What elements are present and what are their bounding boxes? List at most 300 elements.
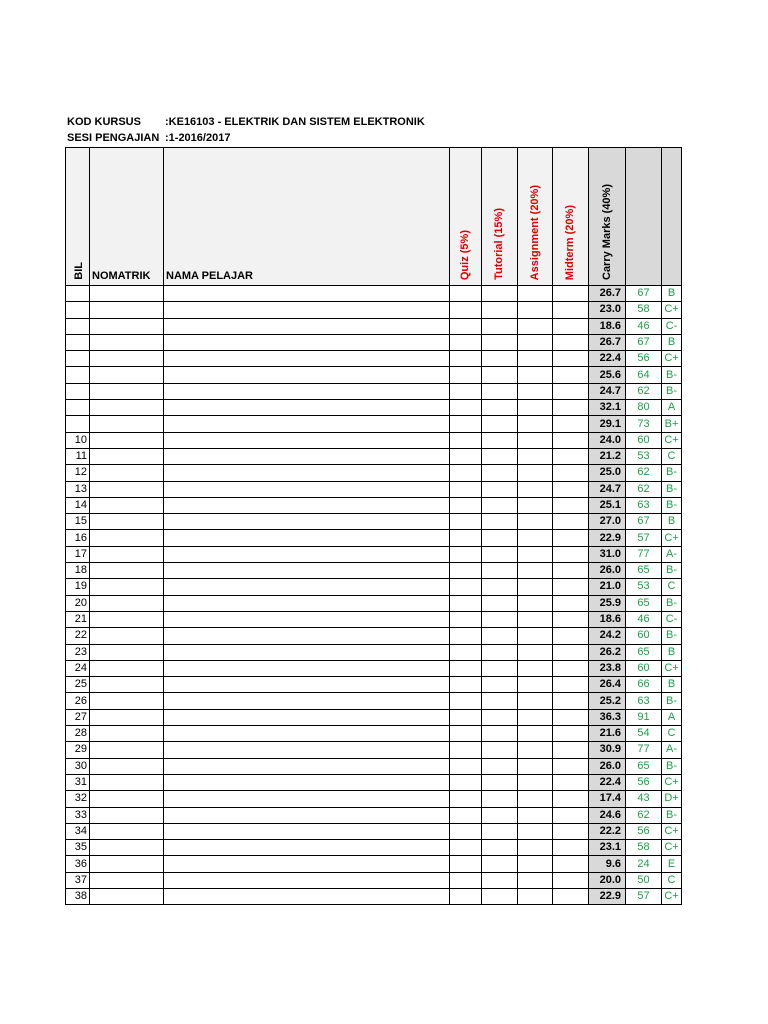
cell-quiz [450,497,482,513]
cell-midterm [553,611,589,627]
cell-midterm [553,856,589,872]
cell-grade: B [662,677,682,693]
cell-percent: 56 [626,774,662,790]
cell-grade: A- [662,546,682,562]
cell-midterm [553,302,589,318]
cell-carry-marks: 22.9 [589,530,626,546]
cell-nomatrik [90,302,164,318]
cell-bil: 14 [66,497,90,513]
cell-carry-marks: 26.7 [589,334,626,350]
col-bil: BIL [66,148,90,286]
header-row [66,148,682,286]
cell-midterm [553,693,589,709]
cell-assignment [518,579,553,595]
cell-carry-marks: 25.2 [589,693,626,709]
cell-percent: 66 [626,677,662,693]
col-nama-pelajar: NAMA PELAJAR [164,148,450,286]
cell-midterm [553,514,589,530]
table-row [66,465,682,481]
cell-bil [66,383,90,399]
cell-grade: B- [662,465,682,481]
cell-bil [66,334,90,350]
cell-percent: 50 [626,872,662,888]
table-row [66,774,682,790]
cell-percent: 53 [626,579,662,595]
cell-tutorial [482,611,518,627]
cell-nama [164,367,450,383]
cell-tutorial [482,693,518,709]
cell-nomatrik [90,872,164,888]
table-row [66,758,682,774]
cell-tutorial [482,448,518,464]
cell-tutorial [482,840,518,856]
cell-carry-marks: 29.1 [589,416,626,432]
cell-nama [164,351,450,367]
cell-tutorial [482,709,518,725]
cell-midterm [553,807,589,823]
cell-assignment [518,872,553,888]
table-row [66,432,682,448]
cell-nomatrik [90,579,164,595]
cell-nama [164,888,450,904]
cell-bil: 26 [66,693,90,709]
cell-percent: 67 [626,334,662,350]
col-grade [662,148,682,286]
cell-percent: 77 [626,546,662,562]
cell-quiz [450,334,482,350]
cell-grade: B- [662,481,682,497]
table-row [66,563,682,579]
cell-assignment [518,400,553,416]
cell-bil: 28 [66,726,90,742]
cell-nama [164,432,450,448]
cell-carry-marks: 26.0 [589,563,626,579]
cell-nomatrik [90,660,164,676]
cell-tutorial [482,546,518,562]
cell-nomatrik [90,758,164,774]
table-row [66,856,682,872]
cell-nomatrik [90,807,164,823]
cell-bil: 37 [66,872,90,888]
cell-quiz [450,888,482,904]
cell-nomatrik [90,677,164,693]
cell-carry-marks: 23.8 [589,660,626,676]
cell-nomatrik [90,367,164,383]
cell-midterm [553,416,589,432]
cell-tutorial [482,383,518,399]
cell-percent: 58 [626,840,662,856]
cell-grade: B- [662,383,682,399]
cell-percent: 56 [626,823,662,839]
cell-percent: 65 [626,563,662,579]
cell-midterm [553,400,589,416]
cell-assignment [518,791,553,807]
cell-quiz [450,546,482,562]
cell-midterm [553,660,589,676]
cell-nama [164,742,450,758]
cell-bil: 35 [66,840,90,856]
cell-assignment [518,677,553,693]
cell-nama [164,302,450,318]
cell-assignment [518,497,553,513]
cell-assignment [518,840,553,856]
cell-carry-marks: 25.0 [589,465,626,481]
table-row [66,595,682,611]
cell-assignment [518,318,553,334]
cell-midterm [553,726,589,742]
cell-quiz [450,400,482,416]
cell-tutorial [482,351,518,367]
cell-bil: 31 [66,774,90,790]
cell-nama [164,318,450,334]
course-code-line [67,116,425,128]
cell-nomatrik [90,530,164,546]
cell-assignment [518,546,553,562]
cell-assignment [518,465,553,481]
cell-nama [164,514,450,530]
cell-nomatrik [90,742,164,758]
table-row [66,660,682,676]
table-row [66,546,682,562]
cell-grade: B [662,514,682,530]
cell-midterm [553,351,589,367]
cell-nama [164,286,450,302]
cell-nama [164,579,450,595]
cell-percent: 77 [626,742,662,758]
cell-bil [66,286,90,302]
cell-carry-marks: 9.6 [589,856,626,872]
cell-assignment [518,367,553,383]
cell-carry-marks: 24.0 [589,432,626,448]
cell-grade: C+ [662,302,682,318]
cell-grade: B- [662,367,682,383]
cell-grade: C [662,579,682,595]
cell-assignment [518,514,553,530]
cell-midterm [553,318,589,334]
cell-midterm [553,888,589,904]
cell-quiz [450,856,482,872]
cell-carry-marks: 20.0 [589,872,626,888]
cell-assignment [518,823,553,839]
cell-percent: 62 [626,481,662,497]
cell-midterm [553,628,589,644]
cell-midterm [553,448,589,464]
cell-grade: C+ [662,660,682,676]
cell-midterm [553,644,589,660]
cell-bil: 17 [66,546,90,562]
cell-percent: 24 [626,856,662,872]
cell-midterm [553,872,589,888]
cell-carry-marks: 24.7 [589,481,626,497]
cell-tutorial [482,726,518,742]
table-row [66,726,682,742]
cell-assignment [518,726,553,742]
cell-tutorial [482,465,518,481]
cell-carry-marks: 26.7 [589,286,626,302]
cell-tutorial [482,286,518,302]
cell-carry-marks: 31.0 [589,546,626,562]
table-row [66,400,682,416]
table-row [66,611,682,627]
cell-bil: 18 [66,563,90,579]
cell-carry-marks: 32.1 [589,400,626,416]
cell-carry-marks: 24.2 [589,628,626,644]
cell-assignment [518,302,553,318]
cell-quiz [450,693,482,709]
cell-midterm [553,530,589,546]
cell-quiz [450,383,482,399]
cell-grade: B [662,334,682,350]
cell-tutorial [482,791,518,807]
table-row [66,742,682,758]
cell-carry-marks: 21.0 [589,579,626,595]
cell-percent: 57 [626,530,662,546]
cell-carry-marks: 24.7 [589,383,626,399]
cell-percent: 64 [626,367,662,383]
cell-grade: C+ [662,432,682,448]
cell-grade: A- [662,742,682,758]
cell-nama [164,660,450,676]
cell-percent: 56 [626,351,662,367]
cell-tutorial [482,514,518,530]
cell-assignment [518,383,553,399]
cell-percent: 67 [626,514,662,530]
cell-midterm [553,823,589,839]
table-row [66,497,682,513]
cell-tutorial [482,416,518,432]
cell-tutorial [482,677,518,693]
cell-quiz [450,840,482,856]
cell-quiz [450,448,482,464]
cell-nama [164,840,450,856]
cell-assignment [518,758,553,774]
table-row [66,840,682,856]
cell-nomatrik [90,400,164,416]
cell-quiz [450,465,482,481]
cell-grade: B- [662,497,682,513]
cell-nama [164,334,450,350]
cell-tutorial [482,595,518,611]
cell-percent: 62 [626,807,662,823]
cell-nama [164,595,450,611]
cell-assignment [518,742,553,758]
table-row [66,530,682,546]
cell-tutorial [482,481,518,497]
course-code-value: :KE16103 - ELEKTRIK DAN SISTEM ELEKTRONIK [165,116,425,128]
cell-midterm [553,286,589,302]
cell-nomatrik [90,774,164,790]
cell-carry-marks: 23.0 [589,302,626,318]
cell-nama [164,758,450,774]
cell-assignment [518,644,553,660]
cell-midterm [553,677,589,693]
cell-bil: 19 [66,579,90,595]
cell-bil [66,416,90,432]
cell-tutorial [482,318,518,334]
cell-quiz [450,758,482,774]
cell-bil [66,351,90,367]
cell-assignment [518,693,553,709]
cell-nomatrik [90,286,164,302]
cell-nomatrik [90,856,164,872]
table-row [66,351,682,367]
cell-assignment [518,611,553,627]
cell-nomatrik [90,726,164,742]
cell-carry-marks: 36.3 [589,709,626,725]
col-tutorial: Tutorial (15%) [482,148,518,286]
cell-midterm [553,497,589,513]
cell-percent: 60 [626,432,662,448]
cell-bil: 23 [66,644,90,660]
cell-nomatrik [90,791,164,807]
cell-assignment [518,481,553,497]
cell-tutorial [482,579,518,595]
cell-midterm [553,840,589,856]
cell-tutorial [482,774,518,790]
cell-quiz [450,644,482,660]
cell-assignment [518,334,553,350]
cell-nomatrik [90,448,164,464]
cell-midterm [553,334,589,350]
table-row [66,579,682,595]
cell-nomatrik [90,709,164,725]
cell-tutorial [482,563,518,579]
cell-assignment [518,807,553,823]
col-midterm: Midterm (20%) [553,148,589,286]
cell-tutorial [482,644,518,660]
cell-nama [164,416,450,432]
cell-percent: 46 [626,318,662,334]
cell-quiz [450,628,482,644]
cell-midterm [553,742,589,758]
cell-quiz [450,318,482,334]
cell-quiz [450,791,482,807]
cell-grade: B- [662,595,682,611]
cell-carry-marks: 30.9 [589,742,626,758]
cell-nama [164,465,450,481]
cell-nomatrik [90,416,164,432]
cell-assignment [518,563,553,579]
cell-tutorial [482,628,518,644]
cell-quiz [450,579,482,595]
cell-nama [164,481,450,497]
cell-grade: C+ [662,888,682,904]
cell-assignment [518,888,553,904]
cell-carry-marks: 25.9 [589,595,626,611]
cell-carry-marks: 25.6 [589,367,626,383]
cell-tutorial [482,530,518,546]
cell-grade: C [662,872,682,888]
cell-nama [164,383,450,399]
cell-percent: 62 [626,383,662,399]
cell-tutorial [482,367,518,383]
col-nomatrik: NOMATRIK [90,148,164,286]
cell-carry-marks: 23.1 [589,840,626,856]
table-row [66,888,682,904]
cell-midterm [553,546,589,562]
table-row [66,383,682,399]
cell-percent: 63 [626,693,662,709]
cell-assignment [518,351,553,367]
cell-percent: 62 [626,465,662,481]
cell-bil: 38 [66,888,90,904]
cell-grade: B [662,644,682,660]
cell-quiz [450,286,482,302]
cell-percent: 43 [626,791,662,807]
table-row [66,693,682,709]
cell-bil: 16 [66,530,90,546]
cell-quiz [450,660,482,676]
cell-grade: C [662,448,682,464]
table-row [66,872,682,888]
col-quiz: Quiz (5%) [450,148,482,286]
col-carry-marks: Carry Marks (40%) [589,148,626,286]
cell-tutorial [482,823,518,839]
cell-grade: C- [662,318,682,334]
cell-nomatrik [90,481,164,497]
table-row [66,367,682,383]
cell-nama [164,497,450,513]
cell-carry-marks: 25.1 [589,497,626,513]
cell-quiz [450,774,482,790]
cell-tutorial [482,497,518,513]
cell-nomatrik [90,351,164,367]
cell-midterm [553,432,589,448]
cell-quiz [450,416,482,432]
cell-carry-marks: 26.2 [589,644,626,660]
cell-percent: 54 [626,726,662,742]
cell-carry-marks: 18.6 [589,611,626,627]
cell-quiz [450,742,482,758]
cell-carry-marks: 22.2 [589,823,626,839]
cell-nomatrik [90,611,164,627]
cell-carry-marks: 21.6 [589,726,626,742]
cell-nomatrik [90,628,164,644]
cell-assignment [518,530,553,546]
cell-nomatrik [90,383,164,399]
cell-percent: 65 [626,595,662,611]
cell-nomatrik [90,465,164,481]
table-row [66,709,682,725]
cell-nomatrik [90,595,164,611]
cell-quiz [450,302,482,318]
cell-carry-marks: 26.4 [589,677,626,693]
cell-assignment [518,416,553,432]
cell-grade: D+ [662,791,682,807]
cell-assignment [518,448,553,464]
cell-grade: C- [662,611,682,627]
cell-midterm [553,481,589,497]
cell-nomatrik [90,693,164,709]
cell-percent: 73 [626,416,662,432]
cell-percent: 57 [626,888,662,904]
col-assignment: Assignment (20%) [518,148,553,286]
cell-percent: 53 [626,448,662,464]
table-row [66,334,682,350]
cell-nama [164,726,450,742]
cell-quiz [450,595,482,611]
cell-grade: B+ [662,416,682,432]
cell-midterm [553,709,589,725]
cell-quiz [450,481,482,497]
cell-nama [164,400,450,416]
cell-carry-marks: 21.2 [589,448,626,464]
cell-nomatrik [90,546,164,562]
cell-tutorial [482,660,518,676]
cell-nama [164,709,450,725]
cell-midterm [553,579,589,595]
cell-grade: A [662,709,682,725]
